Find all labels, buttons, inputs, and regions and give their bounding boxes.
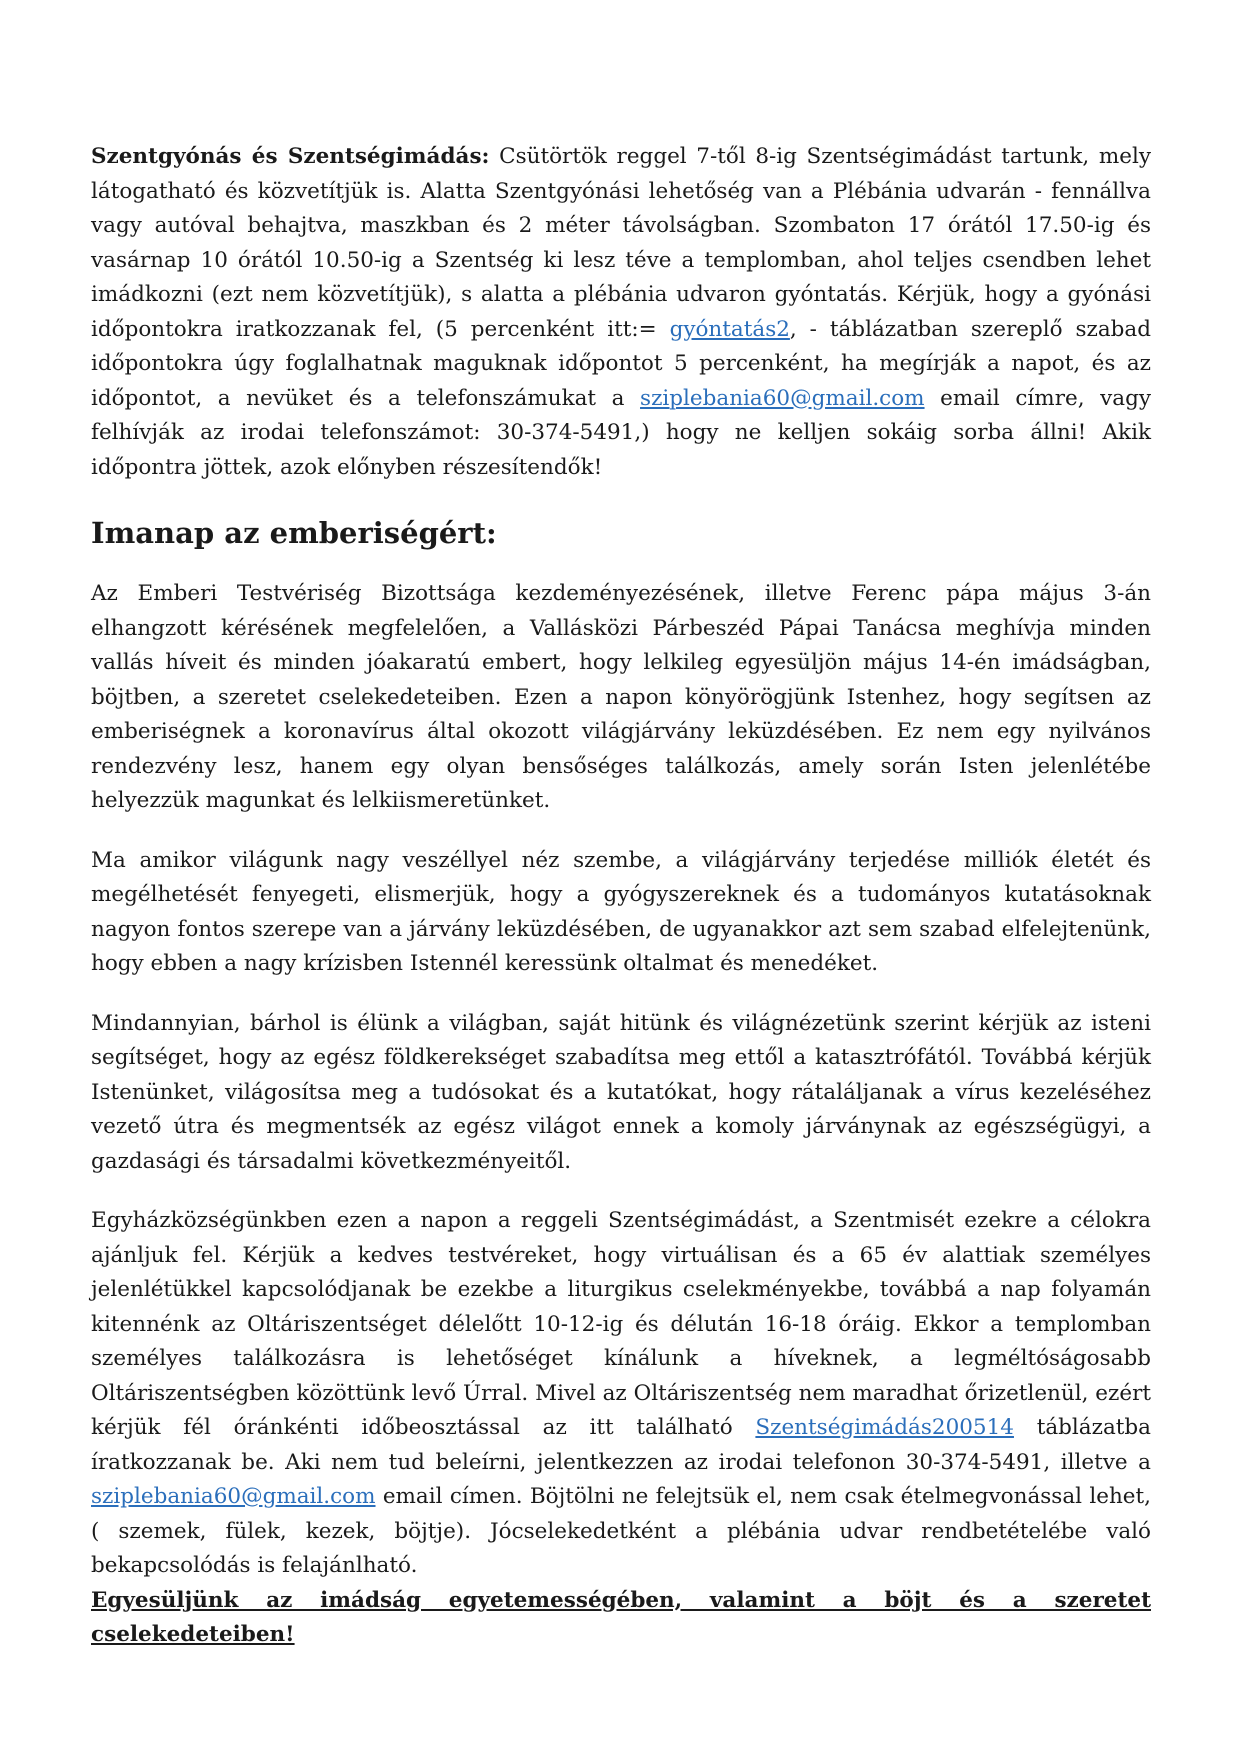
body-paragraph-2: Ma amikor világunk nagy veszéllyel néz szembe, a világjárvány terjedése milliók életét és megélhetését fenyegeti, elismerjük, hogy a gyógyszereknek és a tudományos kutatásoknak nagyon fontos szerepe van a járvány leküzdésében, de ugyanakkor azt sem szabad elfelejtenünk, hogy ebben a nagy krízisben Istennél keressünk oltalmat és menedéket.	[91, 847, 1151, 976]
adoration-signup-link[interactable]: Szentségimádás200514	[755, 1415, 1014, 1440]
section-heading: Imanap az emberiségért:	[91, 516, 497, 550]
parish-email-link[interactable]: sziplebania60@gmail.com	[640, 385, 925, 411]
confession-text-c: email címre, vagy felhívják az irodai telefonszámot: 30-374-5491,) hogy ne kelljen sokáig sorba állni! Akik időpontra jöttek, azok előnyben részesítendők!	[91, 385, 1151, 480]
closing-statement: Egyesüljünk az imádság egyetemességében, valamint a böjt és a szeretet cselekedeteiben!	[91, 1587, 1151, 1647]
parish-email-link-2[interactable]: sziplebania60@gmail.com	[91, 1484, 376, 1509]
confession-text-a: Csütörtök reggel 7-től 8-ig Szentségimádást tartunk, mely látogatható és közvetítjük is. Alatta Szentgyónási lehetőség van a Plébánia udvarán - fennállva vagy autóval behajtva, maszkban és 2 méter távolságban. Szombaton 17 órától 17.50-ig és vasárnap 10 órától 10.50-ig a Szentség ki lesz téve a templomban, ahol teljes csendben lehet imádkozni (ezt nem közvetítjük), s alatta a plébánia udvaron gyóntatás. Kérjük, hogy a gyónási időpontokra iratkozzanak fel, (5 percenként itt:=	[91, 144, 1151, 342]
adoration-text-b: táblázatba íratkozzanak be. Aki nem tud beleírni, jelentkezzen az irodai telefonon 30-374-5491, illetve a	[91, 1415, 1151, 1475]
body-paragraph-1: Az Emberi Testvériség Bizottsága kezdeményezésének, illetve Ferenc pápa május 3-án elhangzott kérésének megfelelően, a Vallásközi Párbeszéd Pápai Tanácsa meghívja minden vallás híveit és minden jóakaratú embert, hogy lelkileg egyesüljön május 14-én imádságban, böjtben, a szeretet cselekedeteiben. Ezen a napon könyörögjünk Istenhez, hogy segítsen az emberiségnek a koronavírus által okozott világjárvány leküzdésében. Ez nem egy nyilvános rendezvény lesz, hanem egy olyan bensőséges találkozás, amely során Isten jelenlétébe helyezzük magunkat és lelkiismeretünket.	[91, 581, 1151, 813]
confession-lead: Szentgyónás és Szentségimádás:	[91, 144, 490, 169]
body-paragraph-3: Mindannyian, bárhol is élünk a világban, saját hitünk és világnézetünk szerint kérjük az isteni segítséget, hogy az egész földkerekséget szabadítsa meg ettől a katasztrófától. Továbbá kérjük Istenünket, világosítsa meg a tudósokat és a kutatókat, hogy rátaláljanak a vírus kezeléséhez vezető útra és megmentsék az egész világot ennek a komoly járványnak az egészségügyi, a gazdasági és társadalmi következményeitől.	[91, 1010, 1151, 1174]
confession-signup-link[interactable]: gyóntatás2	[669, 316, 790, 342]
confession-paragraph	[91, 140, 1151, 485]
confession-text-b: , - táblázatban szereplő szabad időpontokra úgy foglalhatnak maguknak időpontot 5 percenként, ha megírják a napot, és az időpontot, a nevüket és a telefonszámukat a	[91, 316, 1151, 411]
body-paragraph-4	[91, 1204, 1151, 1584]
adoration-text-a: Egyházközségünkben ezen a napon a reggeli Szentségimádást, a Szentmisét ezekre a célokra ajánljuk fel. Kérjük a kedves testvéreket, hogy virtuálisan és a 65 év alattiak személyes jelenlétükkel kapcsolódjanak be ezekbe a liturgikus cselekményekbe, továbbá a nap folyamán kitennénk az Oltáriszentséget délelőtt 10-12-ig és délután 16-18 óráig. Ekkor a templomban személyes találkozásra is lehetőséget kínálunk a híveknek, a legméltóságosabb Oltáriszentségben közöttünk levő Úrral. Mivel az Oltáriszentség nem maradhat őrizetlenül, ezért kérjük fél óránkénti időbeosztással az itt található	[91, 1208, 1151, 1440]
document-page	[91, 140, 1151, 1653]
adoration-text-c: email címen. Böjtölni ne felejtsük el, nem csak ételmegvonással lehet, ( szemek, fülek, kezek, böjtje). Jócselekedetként a plébánia udvar rendbetételébe való bekapcsolódás is felajánlható.	[91, 1484, 1151, 1578]
